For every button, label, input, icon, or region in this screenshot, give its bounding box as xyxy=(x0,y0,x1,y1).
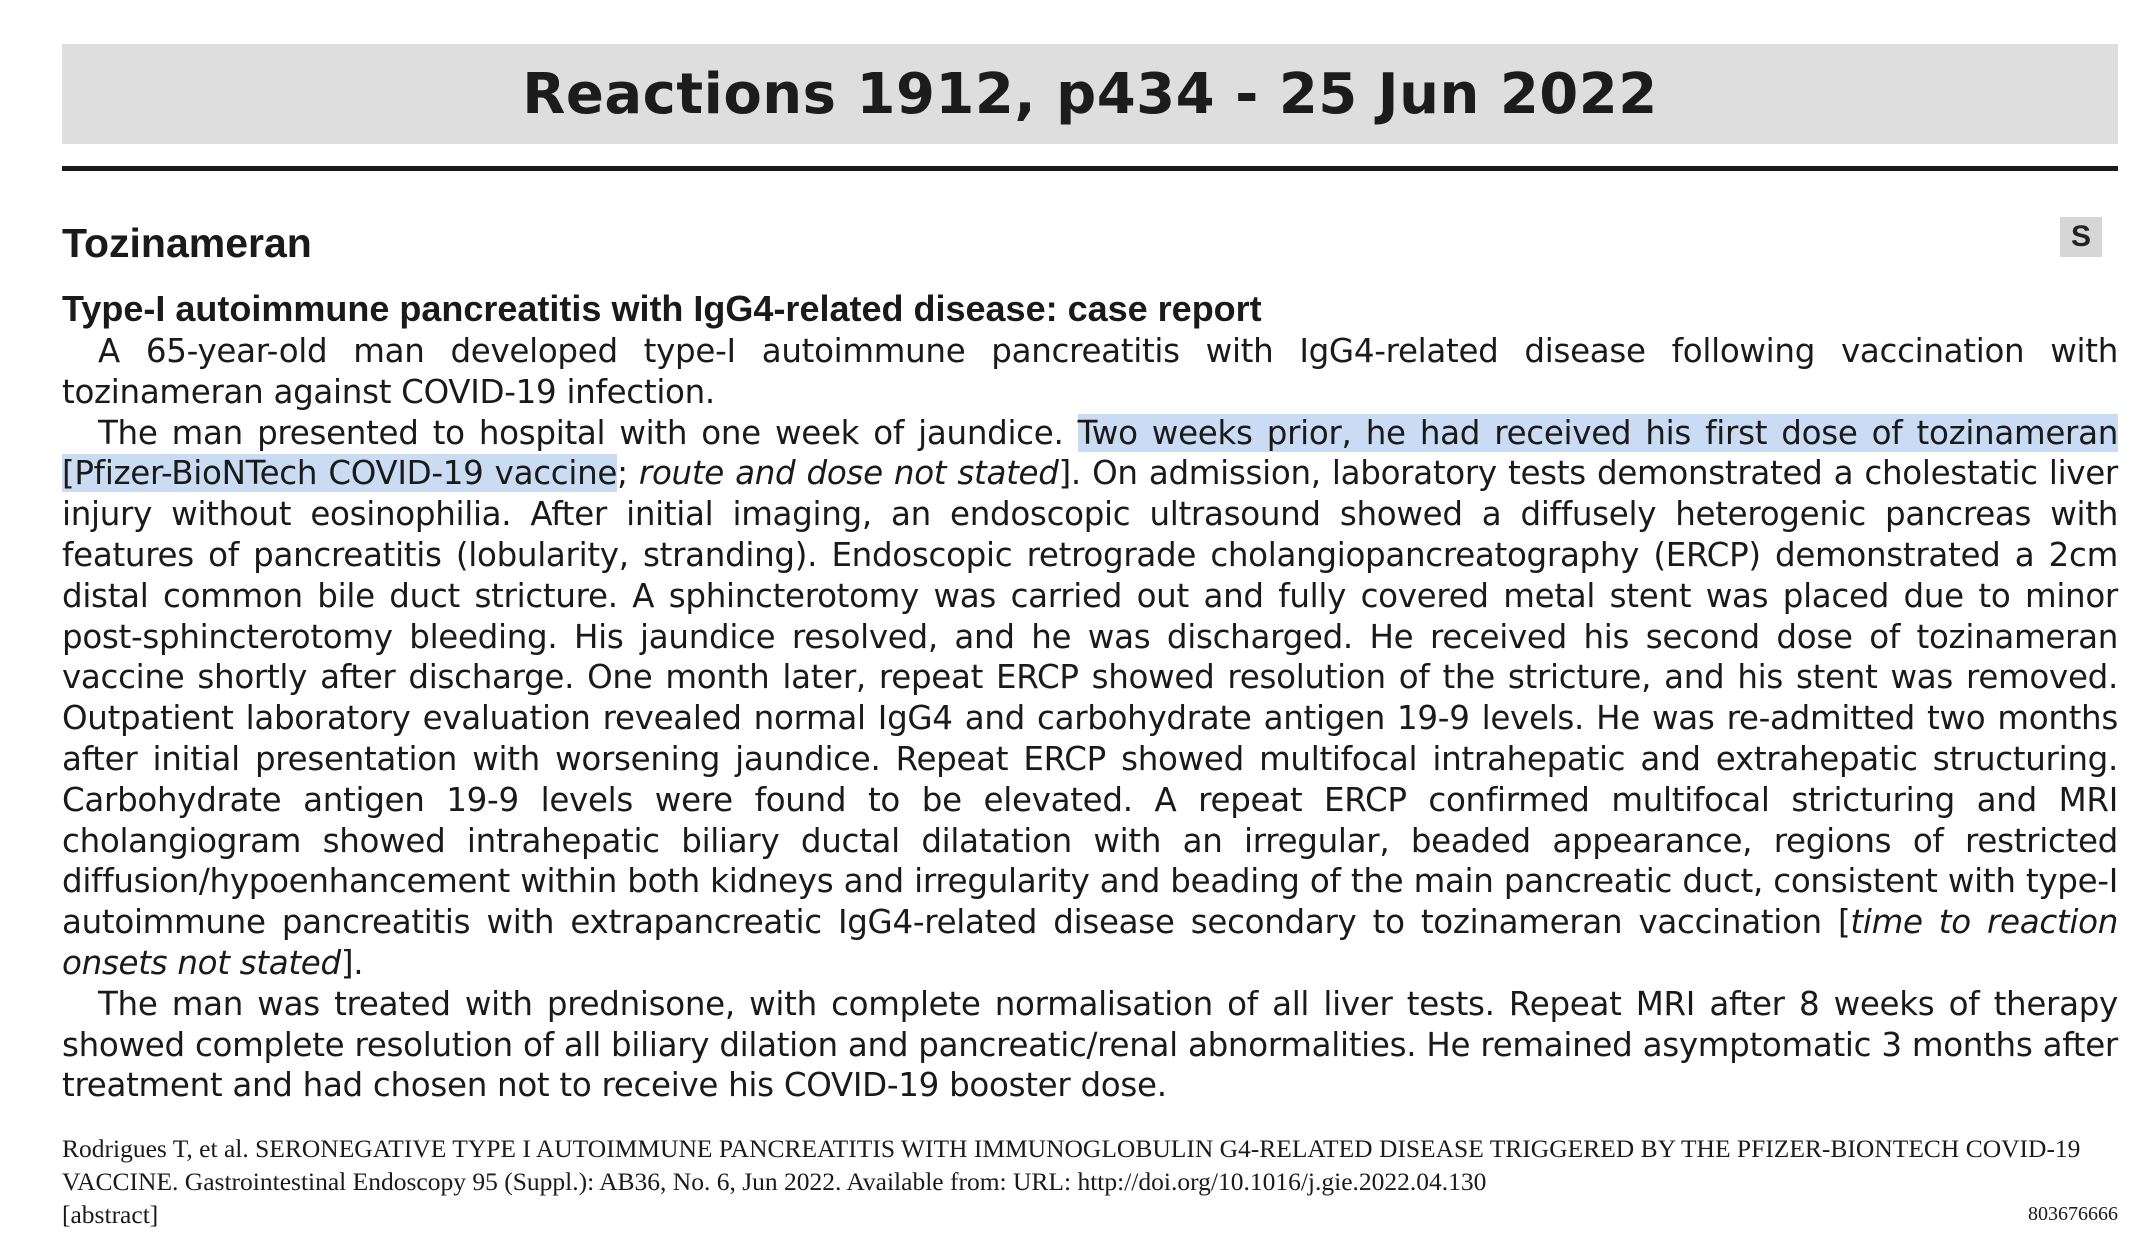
article-title: Type-I autoimmune pancreatitis with IgG4-related disease: case report xyxy=(62,288,1262,329)
drug-row xyxy=(62,215,2118,271)
selected-text-highlight[interactable]: Two weeks prior, he had received his first dose of tozinameran [Pfizer-BioNTech COVID-19 vaccine xyxy=(62,413,2119,493)
article-page xyxy=(62,44,2118,1231)
paragraph-2-italic-onset: time to reaction onsets not stated xyxy=(62,903,2118,982)
record-id: 803676666 xyxy=(2028,1203,2118,1226)
header-divider xyxy=(62,166,2118,171)
drug-name: Tozinameran xyxy=(62,220,312,266)
citation-tag: [abstract] xyxy=(62,1200,159,1230)
article-body xyxy=(62,331,2118,1106)
paragraph-2-separator: ; xyxy=(617,454,639,493)
paragraph-2-body: ]. On admission, laboratory tests demonstrated a cholestatic liver injury without eosinophilia. After initial imaging, an endoscopic ultrasound showed a diffusely heterogenic pancreas with features of pancreatitis (lobularity, stranding). Endoscopic retrograde cholangiopancreatography (ERCP) demonstrated a 2cm distal common bile duct stricture. A sphincterotomy was carried out and fully covered metal stent was placed due to minor post-sphincterotomy bleeding. His jaundice resolved, and he was discharged. He received his second dose of tozinameran vaccine shortly after discharge. One month later, repeat ERCP showed resolution of the stricture, and his stent was removed. Outpatient laboratory evaluation revealed normal IgG4 and carbohydrate antigen 19-9 levels. He was re-admitted two months after initial presentation with worsening jaundice. Repeat ERCP showed multifocal intrahepatic and extrahepatic structuring. Carbohydrate antigen 19-9 levels were found to be elevated. A repeat ERCP confirmed multifocal stricturing and MRI cholangiogram showed intrahepatic biliary ductal dilatation with an irregular, beaded appearance, regions of restricted diffusion/hypoenhancement within both kidneys and irregularity and beading of the main pancreatic duct, consistent with type-I autoimmune pancreatitis with extrapancreatic IgG4-related disease secondary to tozinameran vaccination [ xyxy=(62,454,2118,942)
paragraph-2-end: ]. xyxy=(340,943,364,982)
paragraph-2 xyxy=(62,413,2118,984)
serious-badge: S xyxy=(2060,217,2102,257)
paragraph-2-lead: The man presented to hospital with one week of jaundice. xyxy=(98,413,1078,452)
citation-text: Rodrigues T, et al. SERONEGATIVE TYPE I AUTOIMMUNE PANCREATITIS WITH IMMUNOGLOBULIN G4-RELATED DISEASE TRIGGERED BY THE PFIZER-BIONTECH COVID-19 VACCINE. Gastrointestinal Endoscopy 95 (Suppl.): AB36, No. 6, Jun 2022. Available from: URL: http://doi.org/10.1016/j.gie.2022.04.130 xyxy=(62,1134,2081,1197)
paragraph-1: A 65-year-old man developed type-I autoimmune pancreatitis with IgG4-related disease following vaccination with tozinameran against COVID-19 infection. xyxy=(62,332,2118,411)
header-band xyxy=(62,44,2118,144)
citation-block xyxy=(62,1132,2118,1231)
journal-header-title: Reactions 1912, p434 - 25 Jun 2022 xyxy=(522,61,1658,127)
paragraph-2-italic-note: route and dose not stated xyxy=(638,454,1059,493)
paragraph-3: The man was treated with prednisone, with complete normalisation of all liver tests. Repeat MRI after 8 weeks of therapy showed complete resolution of all biliary dilation and pancreatic/renal abnormalities. He remained asymptomatic 3 months after treatment and had chosen not to receive his COVID-19 booster dose. xyxy=(62,984,2118,1105)
